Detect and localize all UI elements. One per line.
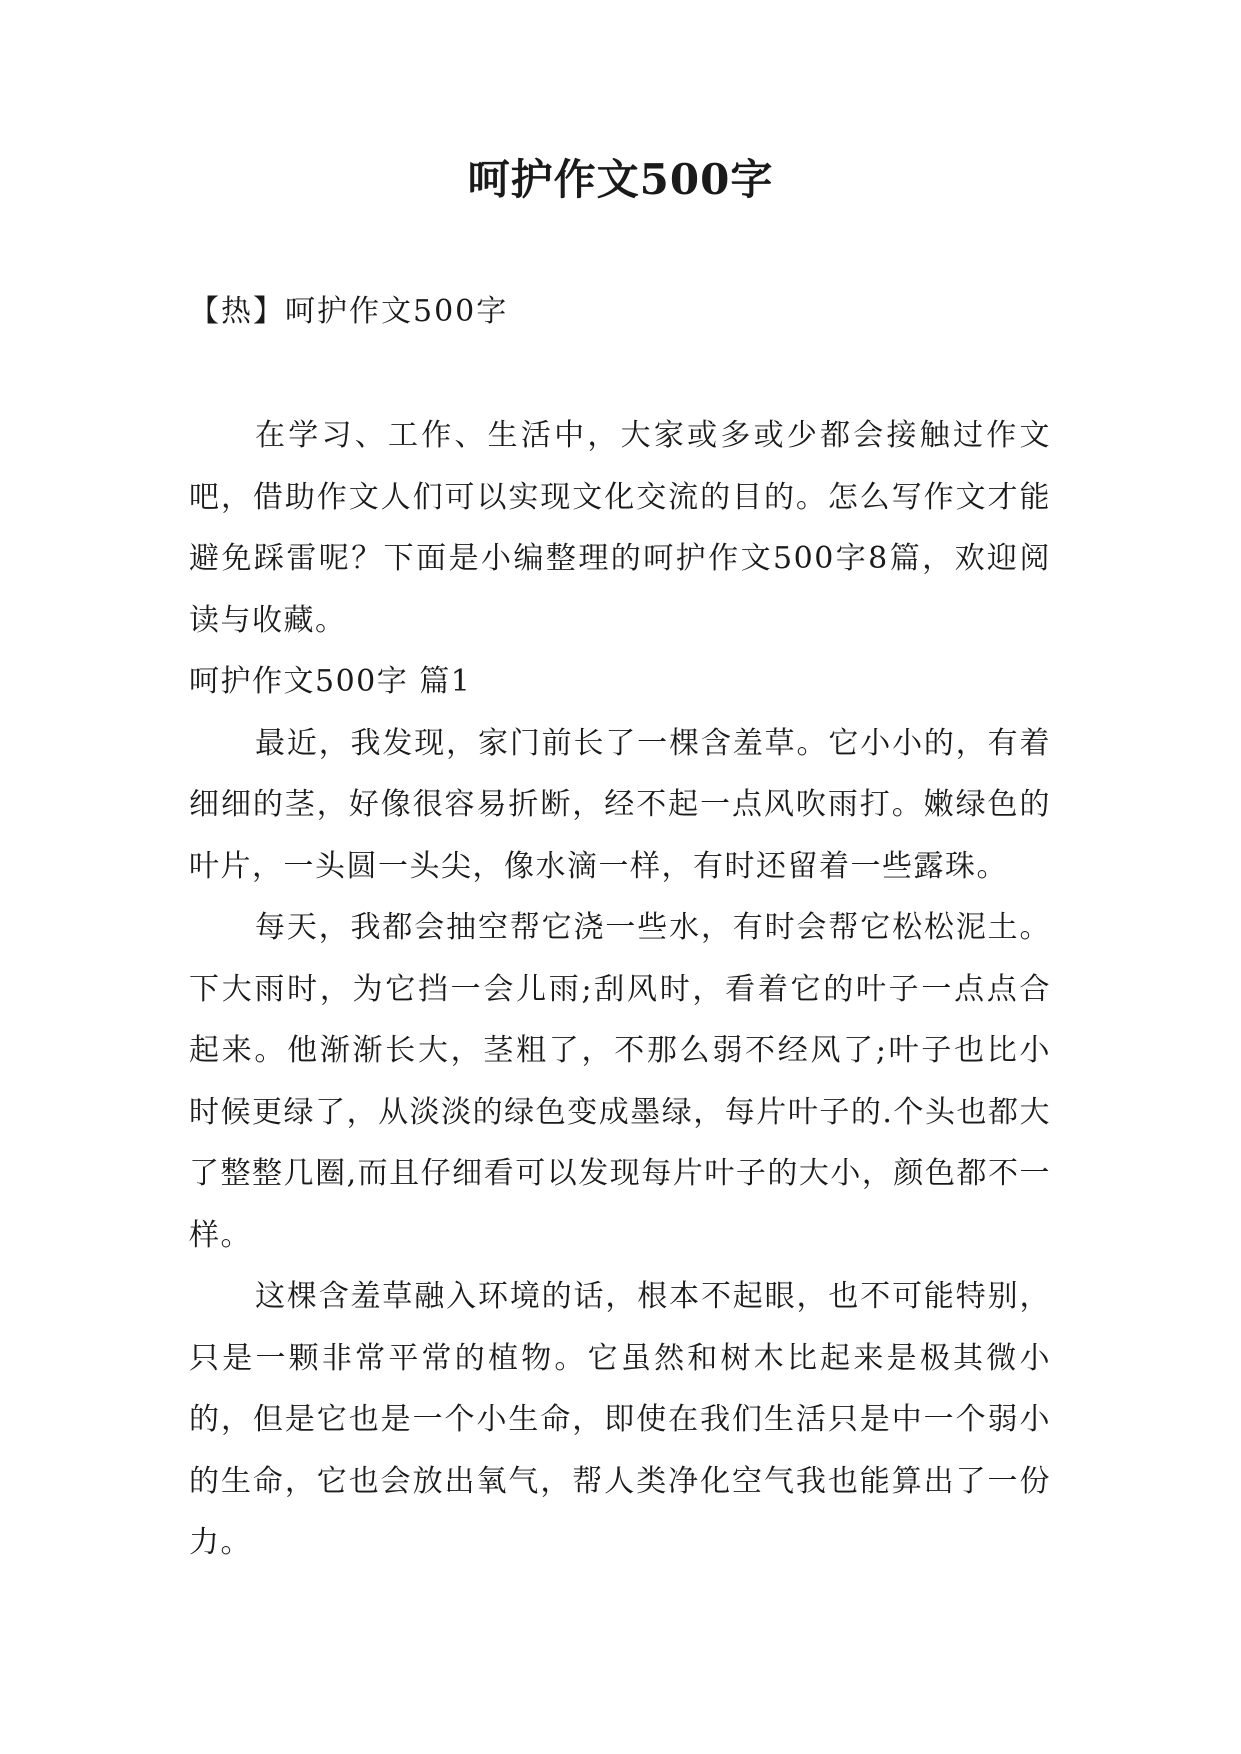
body-paragraph-2: 每天，我都会抽空帮它浇一些水，有时会帮它松松泥土。下大雨时，为它挡一会儿雨;刮风时，看着它的叶子一点点合起来。他渐渐长大，茎粗了，不那么弱不经风了;叶子也比小时候更绿了，从淡淡的绿色变成墨绿，每片叶子的.个头也都大了整整几圈,而且仔细看可以发现每片叶子的大小，颜色都不一样。 (189, 910, 1051, 1253)
document-subtitle: 【热】呵护作文500字 (189, 294, 509, 329)
body-paragraph-3: 这棵含羞草融入环境的话，根本不起眼，也不可能特别，只是一颗非常平常的植物。它虽然和树木比起来是极其微小的，但是它也是一个小生命，即使在我们生活只是中一个弱小的生命，它也会放出氧气，帮人类净化空气我也能算出了一份力。 (189, 1279, 1051, 1560)
body-paragraph-1: 最近，我发现，家门前长了一棵含羞草。它小小的，有着细细的茎，好像很容易折断，经不起一点风吹雨打。嫩绿色的叶片，一头圆一头尖，像水滴一样，有时还留着一些露珠。 (189, 725, 1051, 884)
section-heading: 呵护作文500字 篇1 (189, 664, 472, 699)
intro-paragraph: 在学习、工作、生活中，大家或多或少都会接触过作文吧，借助作文人们可以实现文化交流的目的。怎么写作文才能避免踩雷呢？下面是小编整理的呵护作文500字8篇，欢迎阅读与收藏。 (189, 418, 1051, 638)
document-body (189, 405, 1051, 1574)
document-title: 呵护作文500字 (467, 155, 774, 204)
